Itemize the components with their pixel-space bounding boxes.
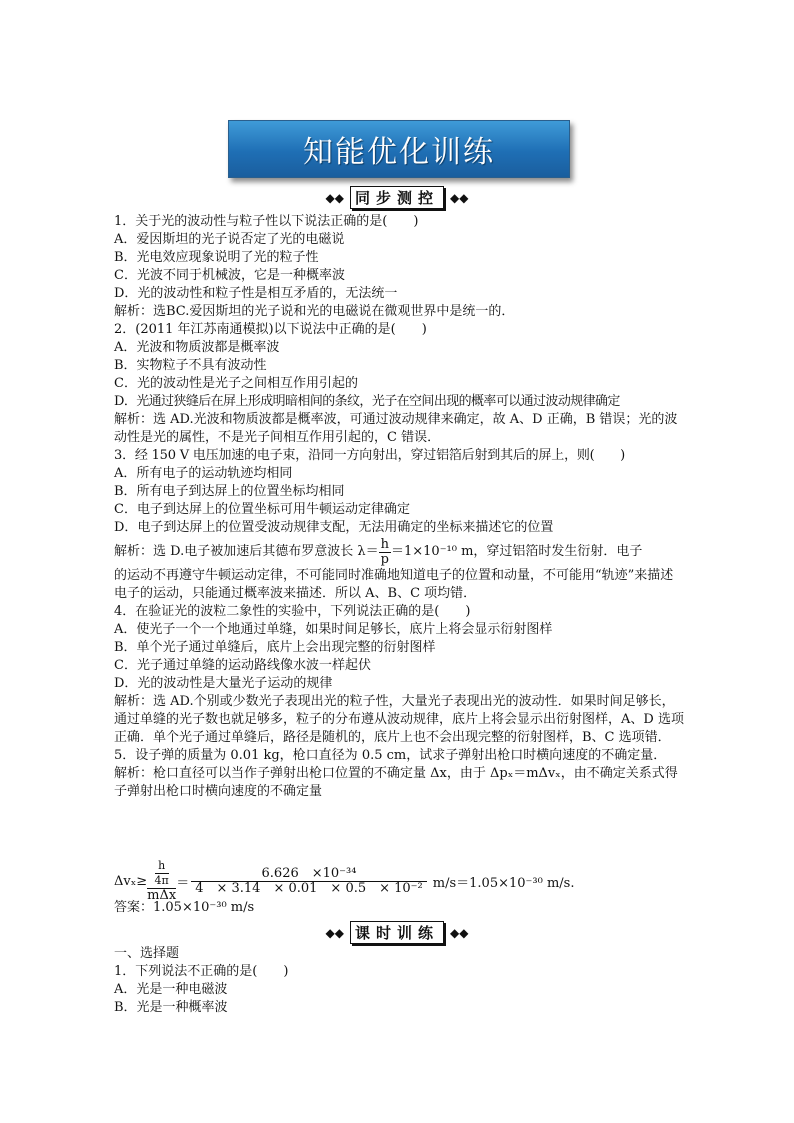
q5-stem: 5．设子弹的质量为 0.01 kg，枪口直径为 0.5 cm，试求子弹射出枪口时横向速度的不确定量． [114,748,667,763]
section-2-content [114,945,684,1017]
q2-stem: 2．(2011 年江苏南通模拟)以下说法中正确的是( ) [114,322,427,337]
section-title-2: 课时训练 [350,921,444,944]
q4-option-a: A．使光子一个一个地通过单缝，如果时间足够长，底片上将会显示衍射图样 [114,622,553,637]
diamond-icon: ◆◆ [325,190,344,205]
part2-q1-option-a: A．光是一种电磁波 [114,982,228,997]
q5-final-answer [114,899,684,917]
formula-lhs-numerator [147,859,176,889]
q3-option-a: A．所有电子的运动轨迹均相同 [114,466,293,481]
inner-denominator: 4π [154,874,169,887]
q4-option-b: B．单个光子通过单缝后，底片上会出现完整的衍射图样 [114,640,436,655]
q3-answer-pre: 解析：选 D.电子被加速后其德布罗意波长 λ＝ [114,544,379,559]
formula-lhs: Δvₓ≥ [114,873,148,889]
q1-option-a: A．爱因斯坦的光子说否定了光的电磁说 [114,232,345,247]
diamond-icon: ◆◆ [325,925,344,940]
fraction-denominator: p [380,551,389,567]
q3-answer-post: ＝1×10⁻¹⁰ m，穿过铝箔时发生衍射．电子 [390,544,643,559]
formula-lhs-denominator: mΔx [147,888,177,903]
q5-answer: 解析：枪口直径可以当作子弹射出枪口位置的不确定量 Δx，由于 Δpₓ＝mΔvₓ，由不确定关系式得子弹射出枪口时横向速度的不确定量 [114,766,678,799]
page-title: 知能优化训练 [303,135,495,170]
section-header-2 [0,921,794,944]
part2-heading: 一、选择题 [114,946,180,961]
q3-option-b: B．所有电子到达屏上的位置坐标均相同 [114,484,345,499]
part2-q1-option-b: B．光是一种概率波 [114,1000,228,1015]
q5-answer-value: 答案：1.05×10⁻³⁰ m/s [114,900,255,915]
lambda-fraction [379,538,391,567]
q4-option-c: C．光子通过单缝的运动路线像水波一样起伏 [114,658,371,673]
q1-option-c: C．光波不同于机械波，它是一种概率波 [114,268,345,283]
fraction-numerator: h [380,536,389,552]
formula-equals: ＝ [176,875,190,891]
diamond-icon: ◆◆ [450,925,469,940]
q2-answer: 解析：选 AD.光波和物质波都是概率波，可通过波动规律来确定，故 A、D 正确，B 错误；光的波动性是光的属性，不是光子间相互作用引起的，C 错误． [114,412,678,445]
section-1-content [114,213,684,801]
q2-option-b: B．实物粒子不具有波动性 [114,358,267,373]
inner-numerator: h [155,859,169,874]
formula-main-fraction [191,867,427,896]
h-over-4pi [155,859,169,888]
q3-stem: 3．经 150 V 电压加速的电子束，沿同一方向射出，穿过铝箔后射到其后的屏上，则( ) [114,448,626,463]
q2-option-a: A．光波和物质波都是概率波 [114,340,280,355]
q1-option-b: B．光电效应现象说明了光的粒子性 [114,250,319,265]
q1-stem: 1．关于光的波动性与粒子性以下说法正确的是( ) [114,214,419,229]
section-header-1 [0,186,794,209]
q1-option-d: D．光的波动性和粒子性是相互矛盾的，无法统一 [114,286,398,301]
main-denominator: 4 × 3.14 × 0.01 × 0.5 × 10⁻² [195,880,423,896]
q4-answer: 解析：选 AD.个别或少数光子表现出光的粒子性，大量光子表现出光的波动性．如果时间足够长，通过单缝的光子数也就足够多，粒子的分布遵从波动规律，底片上将会显示出衍射图样，A、D 选项正确．单个光子通过单缝后，路径是随机的，底片上也不会出现完整的衍射图样，B、C 选项错． [114,694,684,745]
q4-stem: 4．在验证光的波粒二象性的实验中，下列说法正确的是( ) [114,604,471,619]
q2-option-d: D．光通过狭缝后在屏上形成明暗相间的条纹，光子在空间出现的概率可以通过波动规律确定 [114,394,620,409]
formula-lhs-fraction [147,859,176,903]
section-title-1: 同步测控 [350,186,444,209]
q3-answer-cont: 的运动不再遵守牛顿运动定律，不可能同时准确地知道电子的位置和动量，不可能用“轨迹”来描述电子的运动，只能通过概率波来描述．所以 A、B、C 项均错． [114,568,674,601]
diamond-icon: ◆◆ [450,190,469,205]
q2-option-c: C．光的波动性是光子之间相互作用引起的 [114,376,358,391]
q4-option-d: D．光的波动性是大量光子运动的规律 [114,676,333,691]
title-banner [228,120,570,178]
part2-q1-stem: 1．下列说法不正确的是( ) [114,964,289,979]
formula-result: m/s＝1.05×10⁻³⁰ m/s. [432,875,575,891]
main-numerator: 6.626 ×10⁻³⁴ [191,867,427,882]
q3-option-d: D．电子到达屏上的位置受波动规律支配，无法用确定的坐标来描述它的位置 [114,520,554,535]
q3-option-c: C．电子到达屏上的位置坐标可用牛顿运动定律确定 [114,502,410,517]
q3-answer-line [114,537,684,567]
q1-answer: 解析：选BC.爱因斯坦的光子说和光的电磁说在微观世界中是统一的． [114,304,515,319]
uncertainty-formula [114,845,684,903]
